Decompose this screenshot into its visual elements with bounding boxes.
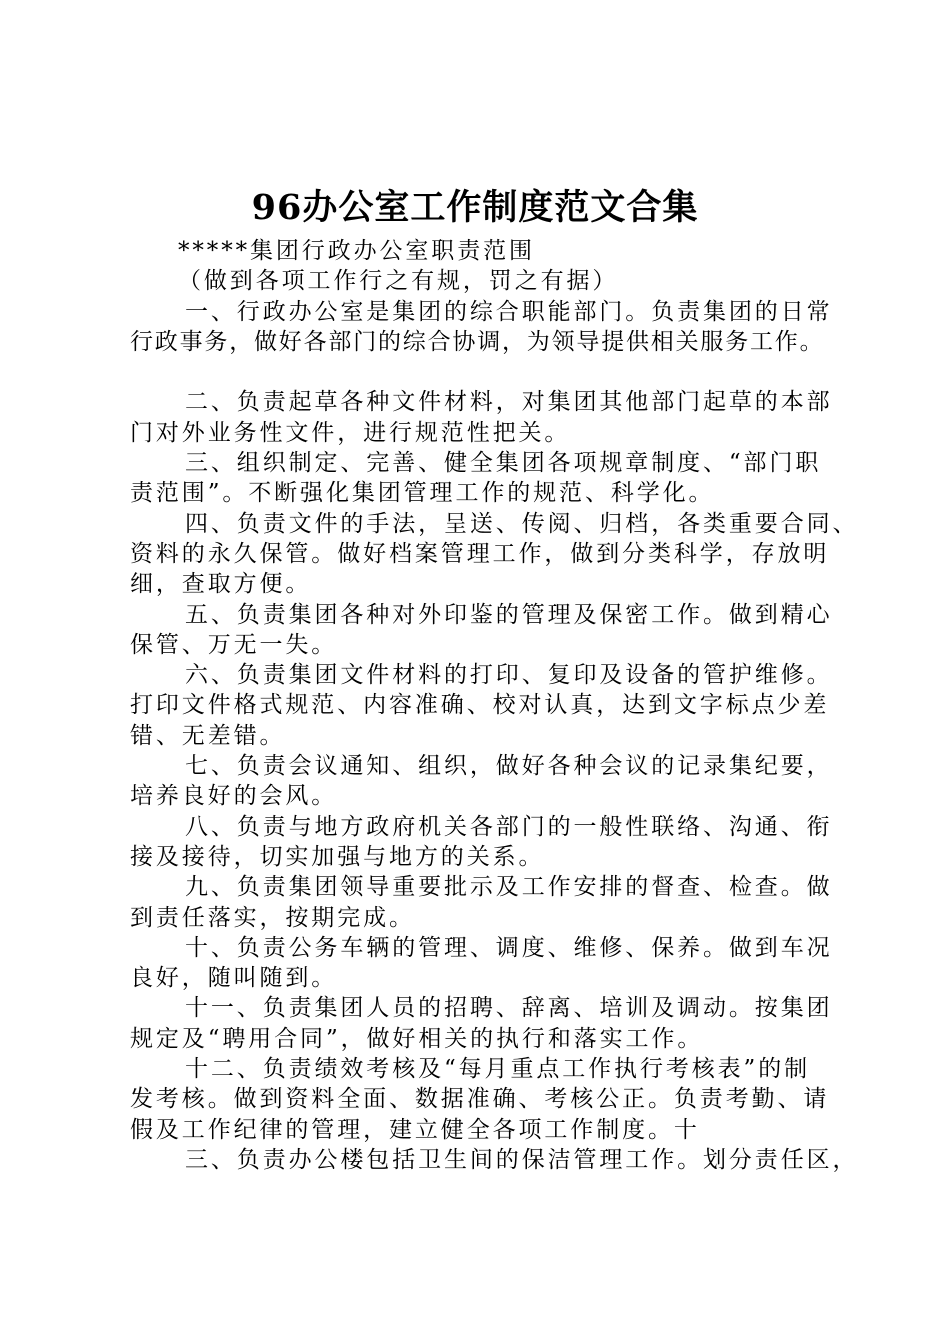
paragraph-line: 五、负责集团各种对外印鉴的管理及保密工作。做到精心 bbox=[185, 601, 833, 628]
paragraph-line: 培养良好的会风。 bbox=[130, 783, 338, 810]
paragraph-line: 规定及“聘用合同”，做好相关的执行和落实工作。 bbox=[130, 1025, 704, 1052]
paragraph-line: 门对外业务性文件，进行规范性把关。 bbox=[130, 419, 571, 446]
section-subheading: （做到各项工作行之有规，罚之有据） bbox=[178, 268, 619, 295]
paragraph-line: 假及工作纪律的管理，建立健全各项工作制度。十 bbox=[130, 1116, 700, 1143]
paragraph-line: 七、负责会议通知、组织，做好各种会议的记录集纪要， bbox=[185, 753, 833, 780]
paragraph-line: 三、组织制定、完善、健全集团各项规章制度、“部门职 bbox=[185, 450, 822, 477]
paragraph-line: 发考核。做到资料全面、数据准确、考核公正。负责考勤、请 bbox=[130, 1086, 830, 1113]
paragraph-line: 二、负责起草各种文件材料，对集团其他部门起草的本部 bbox=[185, 389, 833, 416]
blank-line bbox=[130, 357, 845, 387]
paragraph-line: 良好，随叫随到。 bbox=[130, 965, 338, 992]
document-body bbox=[130, 236, 859, 1175]
paragraph-line: 六、负责集团文件材料的打印、复印及设备的管护维修。 bbox=[185, 662, 833, 689]
paragraph-line: 打印文件格式规范、内容准确、校对认真，达到文字标点少差 bbox=[130, 692, 830, 719]
paragraph-line: 接及接待，切实加强与地方的关系。 bbox=[130, 843, 545, 870]
paragraph-line: 三、负责办公楼包括卫生间的保洁管理工作。划分责任区， bbox=[185, 1146, 859, 1173]
section-heading: *****集团行政办公室职责范围 bbox=[178, 238, 535, 264]
paragraph-line: 资料的永久保管。做好档案管理工作，做到分类科学，存放明 bbox=[130, 540, 830, 567]
paragraph-line: 十二、负责绩效考核及“每月重点工作执行考核表”的制 bbox=[185, 1056, 811, 1083]
paragraph-line: 一、行政办公室是集团的综合职能部门。负责集团的日常 bbox=[185, 298, 833, 325]
paragraph-line: 九、负责集团领导重要批示及工作安排的督查、检查。做 bbox=[185, 874, 833, 901]
paragraph-line: 责范围”。不断强化集团管理工作的规范、科学化。 bbox=[130, 480, 715, 507]
paragraph-line: 四、负责文件的手法，呈送、传阅、归档，各类重要合同、 bbox=[185, 510, 859, 537]
paragraph-line: 错、无差错。 bbox=[130, 722, 286, 749]
paragraph-line: 细，查取方便。 bbox=[130, 571, 312, 598]
paragraph-line: 十、负责公务车辆的管理、调度、维修、保养。做到车况 bbox=[185, 934, 833, 961]
paragraph-line: 八、负责与地方政府机关各部门的一般性联络、沟通、衔 bbox=[185, 813, 833, 840]
paragraph-line: 行政事务，做好各部门的综合协调，为领导提供相关服务工作。 bbox=[130, 328, 825, 355]
paragraph-line: 保管、万无一失。 bbox=[130, 631, 338, 658]
paragraph-line: 十一、负责集团人员的招聘、辞离、培训及调动。按集团 bbox=[185, 995, 833, 1022]
paragraph-line: 到责任落实，按期完成。 bbox=[130, 904, 415, 931]
document-title: 96办公室工作制度范文合集 bbox=[251, 187, 699, 228]
